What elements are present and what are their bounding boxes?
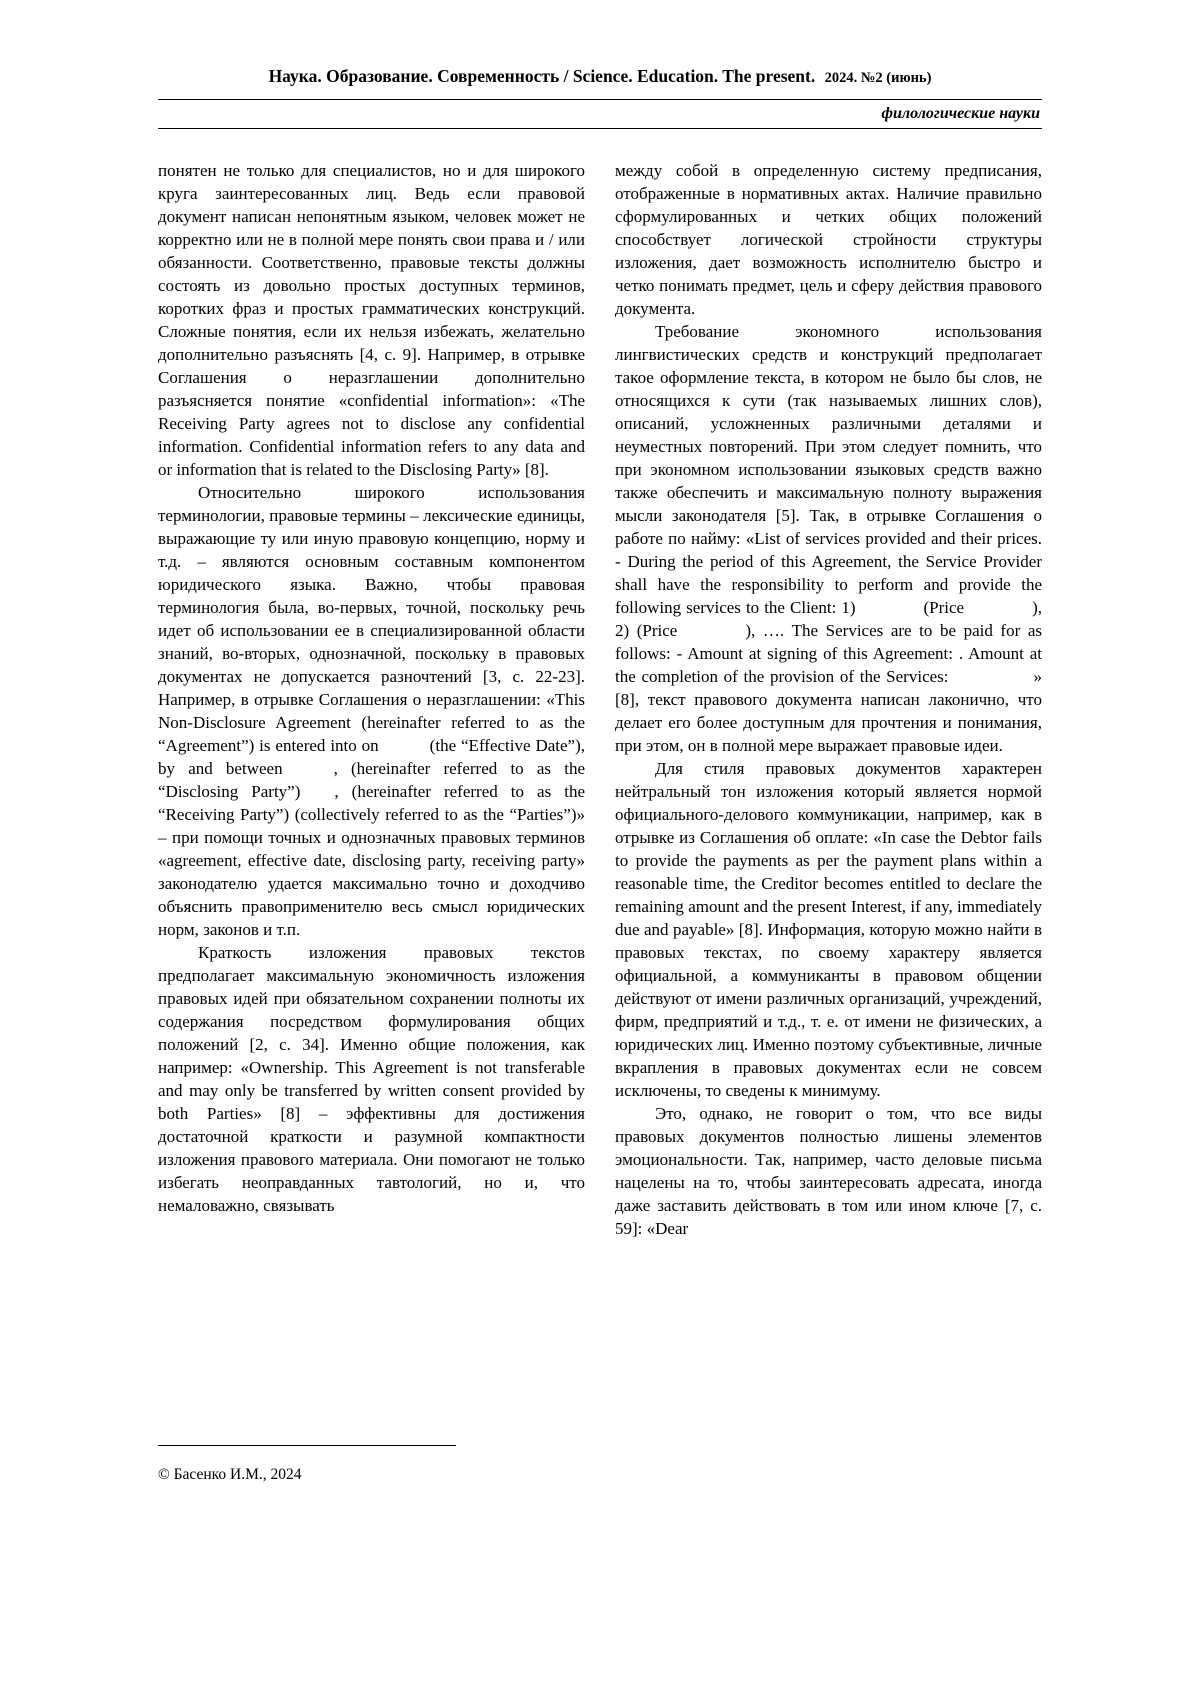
paragraph-right-3: Для стиля правовых документов характерен нейтральный тон изложения который является нормой официального-делового коммуникации, например, как в отрывке из Соглашения об оплате: «In case the Debtor fails to provide the payments as per the payment plans within a reasonable time, the Creditor becomes entitled to declare the remaining amount and the present Interest, if any, immediately due and payable» [8]. Информация, которую можно найти в правовых текстах, по своему характеру является официальной, а коммуниканты в правовом общении действуют от имени различных организаций, учреждений, фирм, предприятий и т.д., т. е. от имени не физических, а юридических лиц. Именно поэтому субъективные, личные вкрапления в правовых документах если не совсем исключены, то сведены к минимуму. bbox=[615, 759, 1042, 1101]
section-label: филологические науки bbox=[881, 105, 1040, 123]
left-column bbox=[158, 159, 585, 1240]
paragraph-right-1: между собой в определенную систему предписания, отображенные в нормативных актах. Наличие правильно сформулированных и четких общих положений способствует логической стройности структуры изложения, дает возможность исполнителю быстро и четко понимать предмет, цель и сферу действия правового документа. bbox=[615, 161, 1042, 319]
article-body bbox=[158, 159, 1042, 1240]
paragraph-right-2: Требование экономного использования лингвистических средств и конструкций предполагает такое оформление текста, в котором не было бы слов, не относящихся к сути (так называемых лишних слов), описаний, усложненных различными деталями и неуместных повторений. При этом следует помнить, что при экономном использовании языковых средств важно также обеспечить и максимальную полноту выражения мысли законодателя [5]. Так, в отрывке Соглашения о работе по найму: «List of services provided and their prices. - During the period of this Agreement, the Service Provider shall have the responsibility to perform and provide the following services to the Client: 1) (Price ), 2) (Price ), …. The Services are to be paid for as follows: - Amount at signing of this Agreement: . Amount at the completion of the provision of the Services: » [8], текст правового документа написан лаконично, что делает его более доступным для прочтения и понимания, при этом, он в полной мере выражает правовые идеи. bbox=[615, 322, 1042, 756]
right-column bbox=[615, 159, 1042, 1240]
page-footer bbox=[158, 1445, 1042, 1484]
journal-title-main: Наука. Образование. Современность / Science. Education. The present. bbox=[268, 66, 816, 86]
journal-title bbox=[158, 66, 1042, 87]
journal-issue: 2024. №2 (июнь) bbox=[824, 70, 932, 86]
paragraph-right-4: Это, однако, не говорит о том, что все виды правовых документов полностью лишены элементов эмоциональности. Так, например, часто деловые письма нацелены на то, чтобы заинтересовать адресата, иногда даже заставить действовать в том или ином ключе [7, с. 59]: «Dear bbox=[615, 1104, 1042, 1239]
footnote-rule bbox=[158, 1445, 456, 1446]
copyright: © Басенко И.М., 2024 bbox=[158, 1466, 302, 1483]
page-header bbox=[158, 66, 1042, 129]
paragraph-left-1: понятен не только для специалистов, но и для широкого круга заинтересованных лиц. Ведь если правовой документ написан непонятным языком, человек может не корректно или не в полной мере понять свои права и / или обязанности. Соответственно, правовые тексты должны состоять из довольно простых доступных терминов, коротких фраз и простых грамматических конструкций. Сложные понятия, если их нельзя избежать, желательно дополнительно разъяснять [4, с. 9]. Например, в отрывке Соглашения о неразглашении дополнительно разъясняется понятие «confidential information»: «The Receiving Party agrees not to disclose any confidential information. Confidential information refers to any data and or information that is related to the Disclosing Party» [8]. bbox=[158, 161, 585, 480]
paragraph-left-3: Краткость изложения правовых текстов предполагает максимальную экономичность изложения правовых идей при обязательном сохранении полноты их содержания посредством формулирования общих положений [2, с. 34]. Именно общие положения, как например: «Ownership. This Agreement is not transferable and may only be transferred by written consent provided by both Parties» [8] – эффективны для достижения достаточной краткости и разумной компактности изложения правового материала. Они помогают не только избегать неоправданных тавтологий, но и, что немаловажно, связывать bbox=[158, 943, 585, 1216]
paragraph-left-2: Относительно широкого использования терминологии, правовые термины – лексические единицы, выражающие ту или иную правовую концепцию, норму и т.д. – являются основным составным компонентом юридического языка. Важно, чтобы правовая терминология была, во-первых, точной, поскольку речь идет об использовании ее в специализированной области знаний, во-вторых, однозначной, поскольку в правовых документах не допускается разночтений [3, с. 22-23]. Например, в отрывке Соглашения о неразглашении: «This Non-Disclosure Agreement (hereinafter referred to as the “Agreement”) is entered into on (the “Effective Date”), by and between , (hereinafter referred to as the “Disclosing Party”) , (hereinafter referred to as the “Receiving Party”) (collectively referred to as the “Parties”)» – при помощи точных и однозначных правовых терминов «agreement, effective date, disclosing party, receiving party» законодателю удается максимально точно и доходчиво объяснить правоприменителю весь смысл юридических норм, законов и т.п. bbox=[158, 483, 585, 940]
header-rule-bottom bbox=[158, 128, 1042, 129]
